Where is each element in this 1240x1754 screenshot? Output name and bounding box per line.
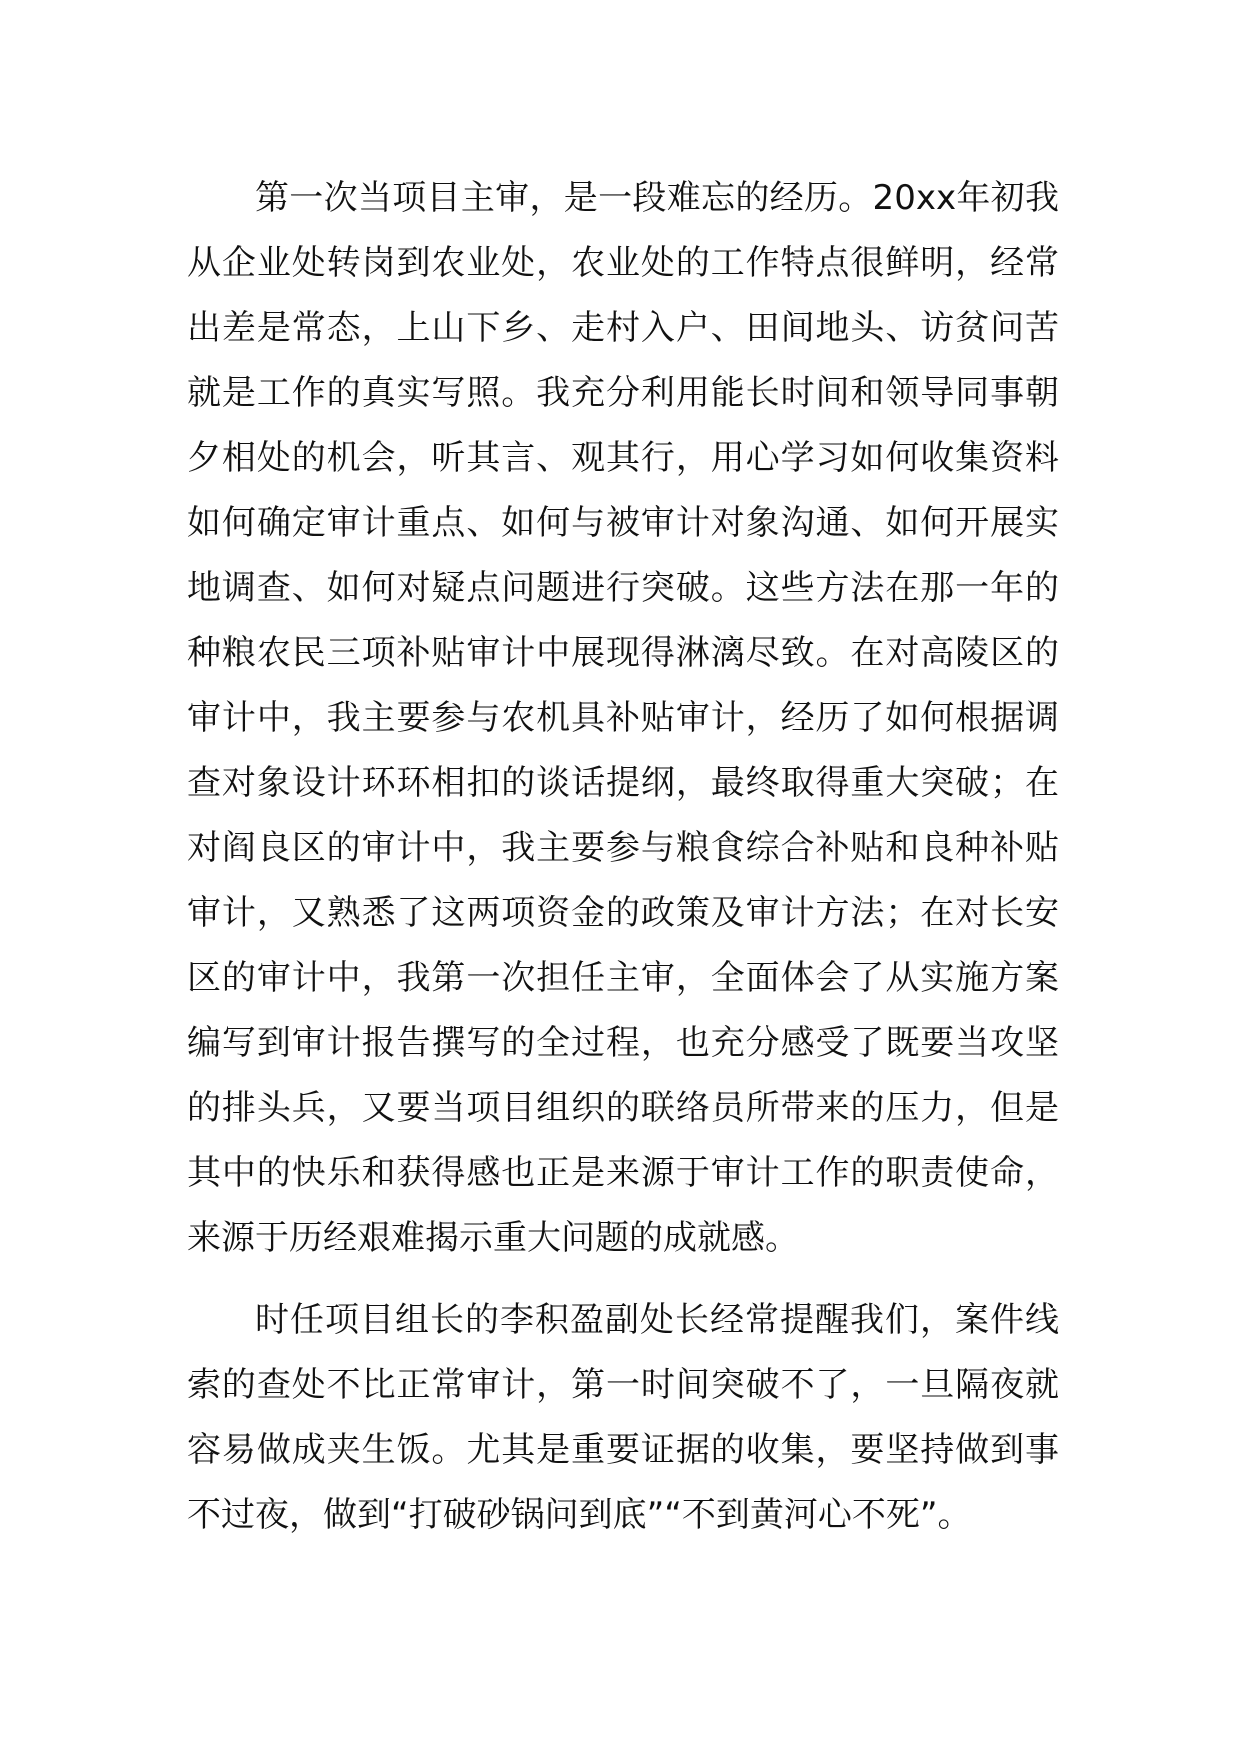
paragraph-line: 编写到审计报告撰写的全过程，也充分感受了既要当攻坚 — [187, 1023, 1059, 1063]
paragraph-line: 容易做成夹生饭。尤其是重要证据的收集，要坚持做到事 — [187, 1430, 1059, 1470]
paragraph-line: 如何确定审计重点、如何与被审计对象沟通、如何开展实 — [187, 503, 1059, 543]
paragraph-2 — [187, 1288, 1059, 1548]
paragraph-line: 来源于历经艰难揭示重大问题的成就感。 — [187, 1218, 799, 1258]
paragraph-line: 审计中，我主要参与农机具补贴审计，经历了如何根据调 — [187, 698, 1059, 738]
paragraph-line: 的排头兵，又要当项目组织的联络员所带来的压力，但是 — [187, 1088, 1059, 1128]
paragraph-line: 出差是常态，上山下乡、走村入户、田间地头、访贫问苦 — [187, 308, 1059, 348]
paragraph-line: 审计，又熟悉了这两项资金的政策及审计方法；在对长安 — [187, 893, 1059, 933]
paragraph-line: 不过夜，做到“打破砂锅问到底”“不到黄河心不死”。 — [187, 1495, 972, 1535]
paragraph-line: 区的审计中，我第一次担任主审，全面体会了从实施方案 — [187, 958, 1059, 998]
paragraph-line: 第一次当项目主审，是一段难忘的经历。20xx年初我 — [255, 178, 1059, 218]
paragraph-line: 种粮农民三项补贴审计中展现得淋漓尽致。在对高陵区的 — [187, 633, 1059, 673]
document-body — [187, 166, 1059, 1548]
paragraph-line: 对阎良区的审计中，我主要参与粮食综合补贴和良种补贴 — [187, 828, 1059, 868]
paragraph-line: 索的查处不比正常审计，第一时间突破不了，一旦隔夜就 — [187, 1365, 1059, 1405]
paragraph-line: 就是工作的真实写照。我充分利用能长时间和领导同事朝 — [187, 373, 1059, 413]
paragraph-line: 其中的快乐和获得感也正是来源于审计工作的职责使命， — [187, 1153, 1059, 1193]
paragraph-line: 从企业处转岗到农业处，农业处的工作特点很鲜明，经常 — [187, 243, 1059, 283]
paragraph-1 — [187, 166, 1059, 1271]
paragraph-line: 时任项目组长的李积盈副处长经常提醒我们，案件线 — [255, 1300, 1059, 1340]
paragraph-line: 地调查、如何对疑点问题进行突破。这些方法在那一年的 — [187, 568, 1059, 608]
paragraph-spacer — [187, 1271, 1059, 1288]
paragraph-line: 查对象设计环环相扣的谈话提纲，最终取得重大突破；在 — [187, 763, 1059, 803]
paragraph-line: 夕相处的机会，听其言、观其行，用心学习如何收集资料 — [187, 438, 1059, 478]
